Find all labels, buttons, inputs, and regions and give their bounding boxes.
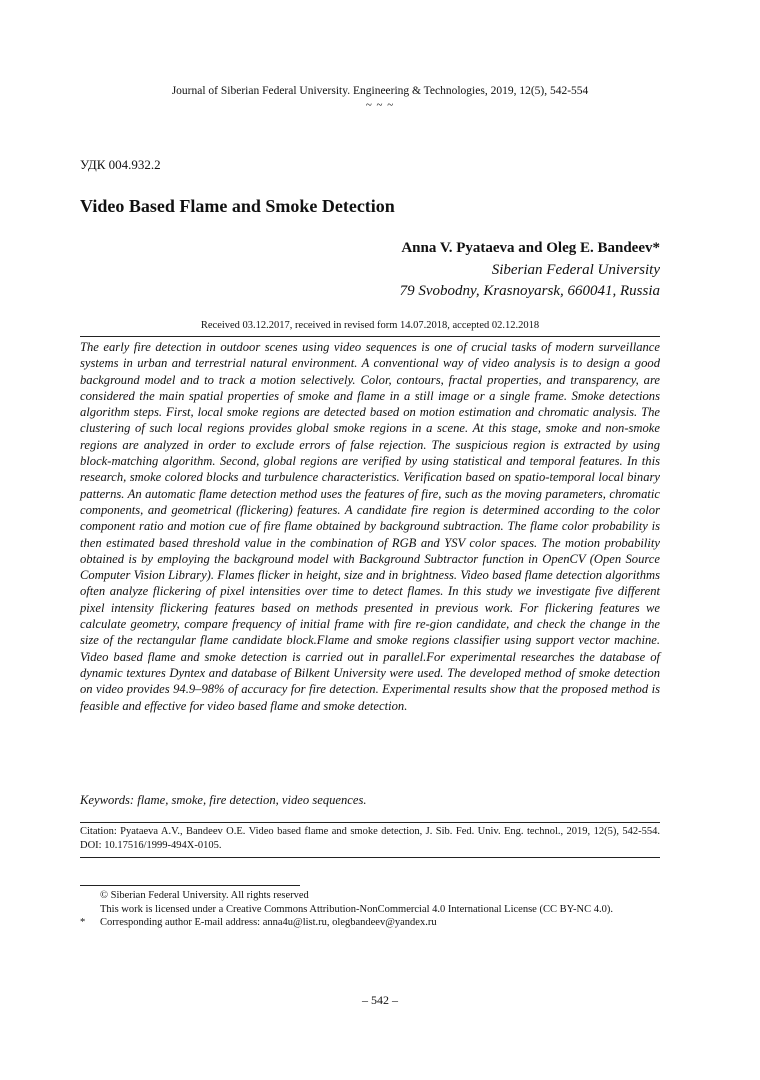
author-names: Anna V. Pyataeva and Oleg E. Bandeev* (401, 240, 660, 256)
divider-top (80, 336, 660, 337)
citation: Citation: Pyataeva A.V., Bandeev O.E. Video based flame and smoke detection, J. Sib. Fed. Univ. Eng. technol., 2019, 12(5), 542-554. DOI: 10.17516/1999-494X-0105. (80, 826, 660, 851)
divider-citation-top (80, 822, 660, 823)
udk-code: УДК 004.932.2 (80, 157, 161, 172)
footnote-corresponding-row (80, 916, 680, 930)
page-number: – 542 – (362, 993, 398, 1007)
keywords: Keywords: flame, smoke, fire detection, video sequences. (80, 793, 367, 807)
header-ornament: ~ ~ ~ (365, 99, 395, 111)
footnote-divider (80, 885, 300, 886)
footnote-copyright: © Siberian Federal University. All rights reserved (100, 890, 309, 901)
author-address: 79 Svobodny, Krasnoyarsk, 660041, Russia (399, 283, 660, 299)
author-block (400, 238, 660, 303)
footnote-license: This work is licensed under a Creative Commons Attribution-NonCommercial 4.0 International License (CC BY-NC 4.0). (100, 903, 613, 915)
footnote-asterisk: * (80, 917, 86, 928)
footnote-copyright-row (80, 889, 680, 903)
author-affiliation: Siberian Federal University (491, 261, 660, 278)
abstract: The early fire detection in outdoor scenes using video sequences is one of crucial tasks of modern surveillance systems in urban and terrestrial natural environment. A conventional way of video analysis is to design a good background model and to track a motion selectively. Color, contours, fractal properties, and transparency, are considered the main spatial properties of smoke and flame in a still image or a single frame. Smoke detections algorithm steps. First, local smoke regions are detected based on motion estimation and chromatic analysis. The clustering of such local regions provides global smoke regions in a scene. At this stage, smoke and non-smoke regions are analyzed in order to exclude errors of false rejection. The suspicious region is extracted by using block-matching algorithm. Second, global regions are verified by using statistical and temporal features. In this research, smoke colored blocks and turbulence characteristics. Verification based on spatio-temporal local binary patterns. An automatic flame detection method uses the features of fire, such as the moving parameters, chromatic components, and geometrical (flickering) features. A candidate fire region is determined according to the color component ratio and motion cue of fire flame obtained by background subtraction. The flame color probability is then estimated based threshold value in the combination of RGB and YSV color spaces. The motion probability obtained is by employing the background model with Background Subtractor function in OpenCV (Open Source Computer Vision Library). Flames flicker in height, size and in brightness. Video based flame detection algorithms often analyze flickering of pixel intensities over time to detect flames. In this study we investigate five different pixel intensity flickering features based on methods presented in previous work. For flickering features we calculate geometry, compare frequency of initial frame with fire re-gion candidate, and check the change in the size of the rectangular flame candidate block.Flame and smoke regions classifier using support vector machine. Video based flame and smoke detection is carried out in parallel.For experimental researches the database of dynamic textures Dyntex and database of Bilkent University were used. The developed method of smoke detection on video provides 94.9–98% of accuracy for fire detection. Experimental results show that the proposed method is feasible and effective for video based flame and smoke detection. (80, 340, 660, 713)
divider-citation-bottom (80, 857, 660, 858)
footnote-corresponding: Corresponding author E-mail address: anna4u@list.ru, olegbandeev@yandex.ru (100, 917, 437, 928)
journal-header: Journal of Siberian Federal University. Engineering & Technologies, 2019, 12(5), 542-554 (171, 85, 589, 97)
footnotes (80, 889, 680, 930)
footnote-license-row (80, 903, 680, 917)
received-dates: Received 03.12.2017, received in revised form 14.07.2018, accepted 02.12.2018 (200, 320, 540, 331)
paper-title: Video Based Flame and Smoke Detection (80, 196, 395, 216)
